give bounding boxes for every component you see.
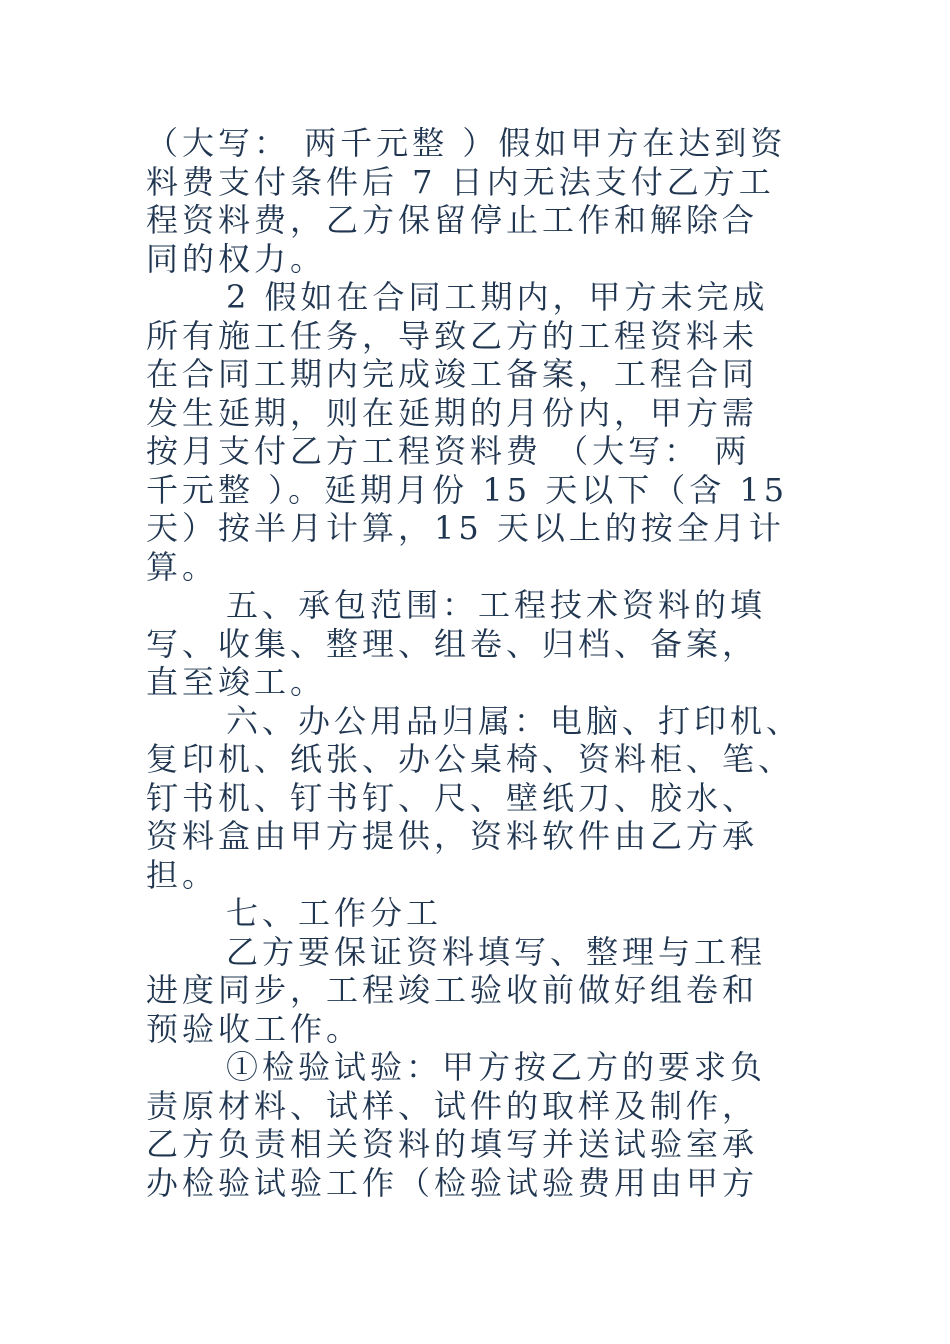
text-line: 2 假如在合同工期内，甲方未完成 (226, 278, 769, 316)
text-line: 复印机、纸张、办公桌椅、资料柜、笔、 (146, 740, 795, 778)
text-line: 在合同工期内完成竣工备案，工程合同 (146, 355, 759, 393)
text-line: 办检验试验工作（检验试验费用由甲方 (146, 1163, 759, 1202)
document-body (146, 124, 836, 1202)
text-line: （大写： 两千元整 ）假如甲方在达到资 (146, 124, 787, 162)
text-line: ①检验试验：甲方按乙方的要求负 (226, 1048, 767, 1086)
text-line: 责原材料、试样、试件的取样及制作， (146, 1086, 759, 1125)
text-line: 所有施工任务，导致乙方的工程资料未 (146, 316, 759, 355)
text-line: 程资料费，乙方保留停止工作和解除合 (146, 201, 759, 239)
text-line: 预验收工作。 (146, 1009, 363, 1048)
text-line: 写、收集、整理、组卷、归档、备案， (146, 624, 759, 663)
text-line: 料费支付条件后 7 日内无法支付乙方工 (146, 162, 775, 201)
text-line: 直至竣工。 (146, 663, 327, 701)
text-line: 七、工作分工 (226, 894, 443, 932)
text-line: 天）按半月计算，15 天以上的按全月计 (146, 509, 785, 547)
text-line: 算。 (146, 547, 219, 586)
text-line: 担。 (146, 855, 219, 894)
text-line: 千元整 ）。延期月份 15 天以下（含 15 (146, 470, 789, 509)
text-line: 六、办公用品归属：电脑、打印机、 (226, 701, 803, 740)
text-line: 按月支付乙方工程资料费 （大写： 两 (146, 432, 751, 470)
text-line: 发生延期，则在延期的月份内，甲方需 (146, 393, 759, 432)
text-line: 乙方要保证资料填写、整理与工程 (226, 932, 767, 971)
text-line: 钉书机、钉书钉、尺、壁纸刀、胶水、 (146, 778, 759, 817)
text-line: 进度同步，工程竣工验收前做好组卷和 (146, 971, 759, 1009)
text-line: 同的权力。 (146, 239, 327, 278)
text-line: 五、承包范围：工程技术资料的填 (226, 586, 767, 624)
text-line: 乙方负责相关资料的填写并送试验室承 (146, 1125, 759, 1163)
text-line: 资料盒由甲方提供，资料软件由乙方承 (146, 817, 759, 855)
